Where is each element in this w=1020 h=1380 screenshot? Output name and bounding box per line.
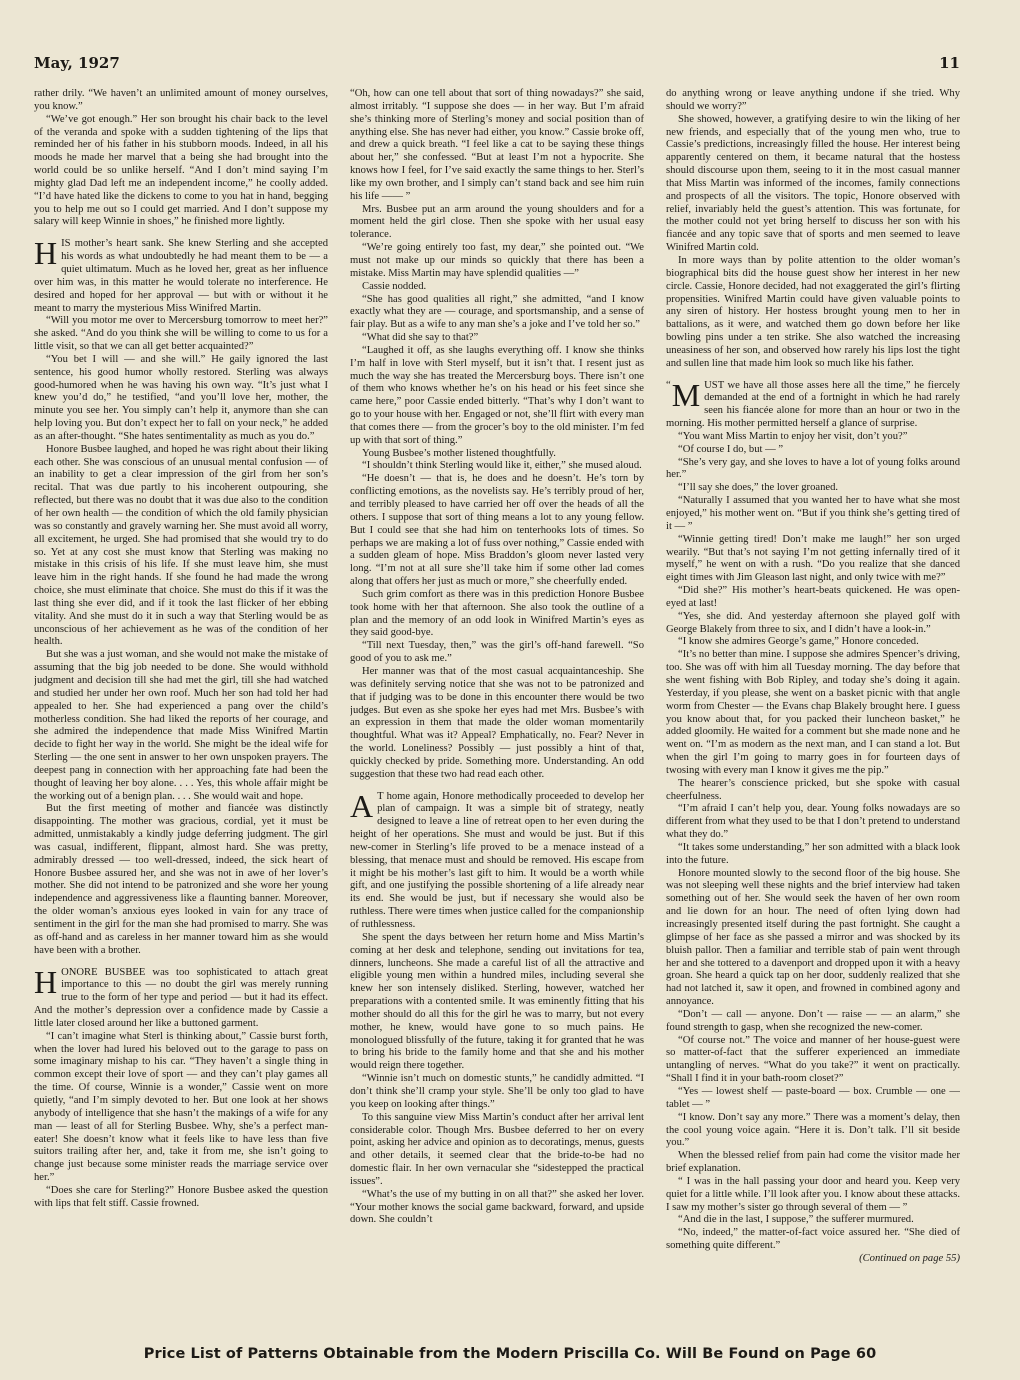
paragraph-text: rather drily. “We haven’t an unlimited amount of money ourselves, you know.”	[34, 88, 328, 112]
column-1	[34, 88, 328, 1342]
paragraph	[666, 649, 960, 777]
paragraph-text: T home again, Honore methodically proceeded to develop her plan of campaign. It was a simple bit of strategy, neatly designed to leave a line of retreat open to her even during the height of her operations. She must and would be just. But if this new-comer in Sterling’s life proved to be a menace instead of a blessing, that menace must and should be removed. His escape from it might be his mother’s last gift to him. It would be a worth while gift, and one justifying the possible shortening of a life already near its end. She would be just, but if necessary she would also be ruthless. There were times when justice called for the companionship of ruthlessness.	[350, 790, 644, 930]
paragraph	[350, 281, 644, 294]
paragraph-text: Her manner was that of the most casual acquaintanceship. She was definitely serving notice that she was not to be patronized and that if judging was to be done in this encounter there would be two judges. But even as she spoke her eyes had met Mrs. Busbee’s with an expression in them that made the older woman momentarily thoughtful. What was it? Appeal? Emphatically, no. Fear? Never in the world. Loneliness? Possibly — just possibly a hint of that, quickly checked by pride. Something more. Understanding. An odd suggestion that these two had read each other.	[350, 665, 644, 780]
paragraph-text: But she was a just woman, and she would not make the mistake of assuming that the big job needed to be done. She would withhold judgment and decision till she had met the girl, till she had watched and studied her under her own roof. Much her son had told her had appealed to her. She had experienced a pang over the child’s motherless condition. She had liked the reports of her courage, and she admired the independence that made Miss Winifred Martin decide to fight her way in the world. She might be the ideal wife for Sterling — the one sent in answer to her own unspoken prayers. The deepest pang in connection with her approaching fate had been the thought of leaving her boy alone. . . . Yes, this whole affair might be the working out of a benign plan. . . . She would wait and hope.	[34, 649, 328, 802]
paragraph	[350, 666, 644, 782]
paragraph	[666, 778, 960, 804]
paragraph-text: “Did she?” His mother’s heart-beats quickened. He was open-eyed at last!	[666, 585, 960, 609]
paragraph-text: “Till next Tuesday, then,” was the girl’s off-hand farewell. “So good of you to ask me.”	[350, 640, 644, 665]
paragraph-text: Honore mounted slowly to the second floor of the big house. She was not sleeping well these nights and the brief interview had taken something out of her. She would seek the haven of her own room and lie down for an hour. The need of often lying down had increasingly presented itself during the past fortnight. She caught a glimpse of her face as she passed a mirror and was shocked by its bluish pallor. Then a familiar and terrible stab of pain went through her and she tottered to a davenport and dropped upon it with a heavy groan. She heard a quick tap on her door, suddenly realized that she had not latched it, saw it open, and frowned in combined agony and annoyance.	[666, 867, 960, 1008]
paragraph-text: When the blessed relief from pain had come the visitor made her brief explanation.	[666, 1150, 960, 1175]
paragraph-text: “Does she care for Sterling?” Honore Busbee asked the question with lips that felt stiff. Cassie frowned.	[34, 1184, 328, 1209]
paragraph-text: Mrs. Busbee put an arm around the young shoulders and for a moment held the girl close. Then she spoke with her usual easy tolerance.	[350, 203, 644, 241]
article-columns	[34, 88, 960, 1342]
column-3	[666, 88, 960, 1342]
paragraph	[34, 1031, 328, 1185]
drop-cap: A	[350, 787, 374, 824]
paragraph-text: “She has good qualities all right,” she admitted, “and I know exactly what they are — courage, and sportsmanship, and a sense of fair play. But as a wife to any man she’s a joke and I’ve told her so.”	[350, 293, 644, 331]
paragraph-text: “It’s no better than mine. I suppose she admires Spencer’s driving, too. She was off with him all Tuesday morning. The day before that she went fishing with Bob Ripley, and today she’s doing it again. Yesterday, if you please, she went on a basket picnic with that angle worm from Chester — the Evans chap Blakely brought here. I guess you know about that, for you packed their luncheon basket,” he added gloomily. He waited for a comment but she made none and he went on. “I’m as modern as the next man, and I can stand a lot. But when the girl I’m going to marry goes in for fourteen days of twosing with every man I know it gives me the pip.”	[666, 649, 960, 776]
paragraph	[666, 842, 960, 868]
paragraph-text: “Of course I do, but — ”	[678, 443, 784, 455]
paragraph-text: “Of course not.” The voice and manner of her house-guest were so matter-of-fact that the sufferer experienced an immediate untangling of nerves. “What do you take?” it went on practically. “Shall I find it in your bath-room closet?”	[666, 1034, 960, 1085]
paragraph-text: “I’m afraid I can’t help you, dear. Young folks nowadays are so different from what they used to be that I don’t pretend to understand what they do.”	[666, 803, 960, 841]
paragraph	[666, 611, 960, 637]
paragraph-text: “I’ll say she does,” the lover groaned.	[678, 482, 839, 494]
paragraph-text: “Oh, how can one tell about that sort of thing nowadays?” she said, almost irritably. “I suppose she does — in her way. But I’m afraid she’s thinking more of Sterling’s money and social position than of anything else. She has never had either, you know.” Cassie broke off, and drew a quick breath. “I feel like a cat to be saying these things about her,” she confessed. “But at least I’m not a hypocrite. She knows how I feel, for I’ve said exactly the same things to her. Sterl’s like my own brother, and I simply can’t stand back and see him ruin his life —— ”	[350, 88, 644, 202]
paragraph	[666, 114, 960, 255]
paragraph	[666, 1227, 960, 1253]
paragraph-text: “Yes — lowest shelf — paste-board — box. Crumble — one — tablet — ”	[666, 1085, 960, 1110]
paragraph-text: “Laughed it off, as she laughs everything off. I know she thinks I’m half in love with Sterl myself, but it isn’t that. I resent just as much the way she has treated the Mercersburg boys. There isn’t one of them who knows whether he’s on his head or his feet since she came here,” poor Cassie ended bitterly. “That’s why I don’t want to go to your house with her. Engaged or not, she’ll flirt with every man that comes there — from the grocer’s boy to the old minister. I’m fed up with that sort of thing.”	[350, 344, 644, 446]
paragraph	[666, 1086, 960, 1112]
paragraph	[34, 88, 328, 114]
paragraph-text: To this sanguine view Miss Martin’s conduct after her arrival lent considerable color. Though Mrs. Busbee deferred to her on every point, asking her advice and opinion as to decoratings, menus, guests and other details, it seemed clear that the bride-to-be had no domestic flair. In her own vernacular she “sidestepped the practical issues”.	[350, 1111, 644, 1187]
paragraph-text: Such grim comfort as there was in this prediction Honore Busbee took home with her that afternoon. She also took the outline of a plan and the memory of an odd look in Winifred Martin’s eyes as they said good-bye.	[350, 588, 644, 639]
paragraph-text: In more ways than by polite attention to the older woman’s biographical bits did the house guest show her interest in her new circle. Cassie, Honore decided, had not exaggerated the girl’s flirting propensities. Winifred Martin could have given valuable points to any siren of history. Her hostess brought young men to her in battalions, as it were, and watched them go down before her like bowling pins under a ten strike. She also watched the increasing uneasiness of her son, and observed how rarely his lips lost the tight and sullen line that made him look so much like his father.	[666, 254, 960, 369]
paragraph-text: Honore Busbee laughed, and hoped he was right about their liking each other. She was conscious of an unusual mental confusion — of an inability to get a clear impression of the girl from her son’s recital. That was due partly to his incoherent outpouring, she reflected, but there was no doubt that it was due also to the condition of her own health — the condition of which the old family physician was so constantly and gravely warning her. She must avoid all worry, all excitement, he urged. She had promised that she would try to do so. Yet at any cost she must know that Sterling was making no mistake in this crisis of his life. If she must leave him, she must leave him in the right hands. If she found he had made the wrong choice, she must eliminate that choice. She must do this if it was the last thing she ever did, and if it took the last flicker of her ebbing vitality. And she must do it in such a way that Sterling would be as unconscious of her achievement as he was of the condition of her health.	[34, 443, 328, 648]
page-header	[34, 54, 960, 76]
paragraph-text: But the first meeting of mother and fiancée was distinctly disappointing. The mother was gracious, cordial, yet it must be admitted, unmistakably a kindly judge deferring judgment. The girl was casual, indifferent, flippant, almost hard. She was pretty, admirably dressed — too well-dressed, indeed, the sick heart of Honore Busbee assured her, and she was not in awe of her lover’s mother. She did not intend to be patronized and she wore her young independence and aggressiveness like a flaunting banner. Moreover, the older woman’s anxious eyes looked in vain for any trace of sentiment in the girl for the man she had promised to marry. She was as off-hand and as careless in her manner toward him as she would have been with a brother.	[34, 803, 328, 956]
drop-cap: M	[671, 376, 701, 413]
paragraph-text: “Naturally I assumed that you wanted her to have what she most enjoyed,” his mother went on. “But if you think she’s getting tired of it — ”	[666, 495, 960, 532]
paragraph	[350, 1073, 644, 1112]
paragraph-text: ONORE BUSBEE was too sophisticated to attach great importance to this — no doubt the girl was merely running true to the form of her type and period — but it had its effect. And the mother’s depression over a confidence made by Cassie a little later closed around her like a buttoned garment.	[34, 966, 328, 1029]
paragraph-text: “And die in the last, I suppose,” the sufferer murmured.	[678, 1214, 914, 1226]
paragraph	[666, 376, 960, 431]
paragraph-text: “We’re going entirely too fast, my dear,” she pointed out. “We must not make up our minds so quickly that there has been a mistake. Miss Martin may have splendid qualities —”	[350, 242, 644, 279]
paragraph-text: “You want Miss Martin to enjoy her visit, don’t you?”	[678, 430, 908, 442]
paragraph	[666, 482, 960, 495]
paragraph	[666, 431, 960, 444]
paragraph	[666, 1112, 960, 1151]
paragraph-text: “Winnie isn’t much on domestic stunts,” he candidly admitted. “I don’t think she’ll cramp your style. She’ll be only too glad to have you keep on looking after things.”	[350, 1073, 644, 1110]
column-2	[350, 88, 644, 1342]
paragraph-text: “What did she say to that?”	[362, 332, 479, 344]
paragraph	[666, 1176, 960, 1215]
issue-date: May, 1927	[34, 54, 120, 72]
paragraph	[666, 1009, 960, 1035]
paragraph-text: She spent the days between her return home and Miss Martin’s coming at her desk and telephone, sending out invitations for tea, dinners, luncheons. She made a careful list of all the attractive and eligible young men within a hundred miles, including several she knew her son intensely disliked. Sterling, however, watched her preparations with a contented smile. It was eminently fitting that his mother should do all this for the girl he was to marry, but not every mother, he knew, would have gone to so much pains. He monologued blissfully of the future, taking it for granted that he was to bring his bride to the family home and that she and his mother would reign there together.	[350, 931, 644, 1072]
paragraph	[350, 640, 644, 666]
paragraph	[350, 294, 644, 333]
paragraph	[350, 787, 644, 932]
paragraph	[666, 1214, 960, 1227]
drop-cap: H	[34, 235, 58, 272]
paragraph	[666, 88, 960, 114]
paragraph	[666, 457, 960, 483]
paragraph	[350, 460, 644, 473]
paragraph	[34, 114, 328, 230]
paragraph	[34, 1185, 328, 1211]
paragraph	[350, 473, 644, 589]
paragraph	[34, 444, 328, 650]
paragraph	[350, 932, 644, 1073]
paragraph-text: “I can’t imagine what Sterl is thinking about,” Cassie burst forth, when the lover had lured his beloved out to the garage to pass on some imaginary mishap to his car. “They haven’t a single thing in common except their love of sport — and they can’t play games all the time. Of course, Winnie is a wonder,” Cassie went on more quietly, “and I’m simply devoted to her. But one look at her shows anybody of intelligence that she hasn’t the makings of a wife for any man — least of all for Sterling Busbee. Why, she’s a perfect man-eater! She doesn’t know what it feels like to have less than five suitors trailing after her, and, take it from me, she isn’t going to change just because some minister reads the marriage service over her.”	[34, 1030, 328, 1184]
paragraph-text: “Will you motor me over to Mercersburg tomorrow to meet her?” she asked. “And do you think she will be willing to come to us for a little visit, so that we can all get better acquainted?”	[34, 315, 328, 353]
paragraph	[666, 495, 960, 534]
paragraph	[34, 963, 328, 1031]
footer-notice: Price List of Patterns Obtainable from the Modern Priscilla Co. Will Be Found on Page 60	[143, 1346, 877, 1362]
paragraph	[666, 534, 960, 585]
paragraph-text: “ I was in the hall passing your door and heard you. Keep very quiet for a little while. I’ll look after you. I know about these attacks. I saw my mother’s sister go through several of them — ”	[666, 1175, 960, 1213]
paragraph-text: “Winnie getting tired! Don’t make me laugh!” her son urged wearily. “But that’s not saying I’m not getting infernally tired of it myself,” he went on with a rush. “Do you realize that she danced eight times with Jim Gleason last night, and only twice with me?”	[666, 533, 960, 584]
paragraph-text: “I know. Don’t say any more.” There was a moment’s delay, then the cool young voice again. “Here it is. Don’t talk. I’ll sit beside you.”	[666, 1111, 960, 1149]
paragraph	[34, 354, 328, 444]
paragraph	[350, 88, 644, 204]
paragraph-text: “No, indeed,” the matter-of-fact voice assured her. “She died of something quite different.”	[666, 1227, 960, 1252]
paragraph-text: Cassie nodded.	[362, 280, 427, 292]
paragraph-text: “He doesn’t — that is, he does and he doesn’t. He’s torn by conflicting emotions, as the novelists say. He’s terribly proud of her, and terribly pleased to have carried her off over the heads of all the others. I suppose that sort of thing means a lot to any young fellow. But I could see that she had him on tenterhooks lots of times. So perhaps we are making a lot of fuss over nothing,” Cassie ended with a sudden gleam of hope. Miss Braddon’s gloom never lasted very long. “I’m not at all sure she’ll take him if some other lad comes along that offers her just as much or more,” she cheerfully ended.	[350, 473, 644, 588]
drop-cap: H	[34, 963, 58, 1000]
paragraph-text: “You bet I will — and she will.” He gaily ignored the last sentence, his good humor wholly restored. Sterling was always good-humored when he was having his own way. “It’s just what I knew you’d do,” he testified, “and you’ll love her, mother, the minute you see her. You simply can’t help it, anymore than she can help loving you. But don’t expect her to fall on your neck,” he added as an after-thought. “She hates sentimentality as much as you do.”	[34, 353, 328, 442]
paragraph	[34, 315, 328, 354]
paragraph	[350, 1189, 644, 1228]
paragraph	[666, 636, 960, 649]
paragraph	[350, 1112, 644, 1189]
paragraph-text: “Yes, she did. And yesterday afternoon she played golf with George Blakely from three to six, and I didn’t have a look-in.”	[666, 610, 960, 635]
paragraph	[666, 1035, 960, 1086]
paragraph-text: The hearer’s conscience pricked, but she spoke with casual cheerfulness.	[666, 777, 960, 802]
paragraph-text: do anything wrong or leave anything undone if she tried. Why should we worry?”	[666, 88, 960, 112]
opening-quote: “	[666, 379, 671, 391]
paragraph	[350, 242, 644, 281]
paragraph	[666, 585, 960, 611]
paragraph	[666, 803, 960, 842]
paragraph	[350, 345, 644, 448]
paragraph	[666, 444, 960, 457]
paragraph	[350, 204, 644, 243]
paragraph	[34, 235, 328, 315]
paragraph-text: Young Busbee’s mother listened thoughtfully.	[362, 447, 556, 459]
paragraph-text: “I shouldn’t think Sterling would like it, either,” she mused aloud.	[362, 460, 642, 472]
paragraph-text: “It takes some understanding,” her son admitted with a black look into the future.	[666, 841, 960, 866]
paragraph-text: She showed, however, a gratifying desire to win the liking of her new friends, and especially that of the young men who, true to Cassie’s predictions, increasingly filled the house. Her interest being apparently centered on them, it became natural that the hostess should discourse upon them, seeing to it in the most casual manner that Miss Martin was informed of the incomes, family connections and prospects of all the visitors. The topic, Honore observed with relief, invariably held the guest’s attention. This was fortunate, for the mother could not yet bring herself to discuss her son with his fiancée and any topic save that of sports and men seemed to leave Winifred Martin cold.	[666, 113, 960, 254]
paragraph-text: “What’s the use of my butting in on all that?” she asked her lover. “Your mother knows the social game backward, forward, and upside down. She couldn’t	[350, 1188, 644, 1226]
page-number: 11	[939, 54, 960, 72]
paragraph	[350, 589, 644, 640]
paragraph-text: “I know she admires George’s game,” Honore conceded.	[678, 636, 919, 648]
paragraph-text: UST we have all those asses here all the time,” he fiercely demanded at the end of a fortnight in which he had rarely seen his fiancée alone for more than an hour or two in the morning. His mother permitted herself a glance of surprise.	[666, 379, 960, 430]
paragraph	[666, 255, 960, 371]
paragraph-text: “She’s very gay, and she loves to have a lot of young folks around her.”	[666, 456, 960, 481]
paragraph-text: “We’ve got enough.” Her son brought his chair back to the level of the veranda and spoke with a sudden tightening of the lips that reminded her of his father in his stubborn moods. Indeed, in all his moods he made her marvel that a being she had brought into the world could be so unlike herself. “And I don’t mind saying I’m mighty glad Dad left me an independent income,” he coolly added. “I’d have hated like the dickens to come to you hat in hand, begging you to help me out so I could get married. And I don’t suppose my salary will keep Winnie in shoes,” he finished more lightly.	[34, 113, 328, 228]
paragraph	[350, 332, 644, 345]
continued-note: (Continued on page 55)	[859, 1252, 960, 1264]
paragraph	[350, 448, 644, 461]
paragraph	[34, 803, 328, 957]
paragraph	[666, 868, 960, 1009]
paragraph	[666, 1150, 960, 1176]
paragraph	[34, 649, 328, 803]
paragraph-text: “Don’t — call — anyone. Don’t — raise — — an alarm,” she found strength to gasp, when she recognized the new-comer.	[666, 1008, 960, 1033]
paragraph-text: IS mother’s heart sank. She knew Sterling and she accepted his words as what undoubtedly he had meant them to be — a quiet ultimatum. Much as he loved her, great as her influence over him was, in this matter he would tolerate no interference. He desired and hoped for her approval — but with or without it he meant to marry the mysterious Miss Winifred Martin.	[34, 238, 328, 314]
